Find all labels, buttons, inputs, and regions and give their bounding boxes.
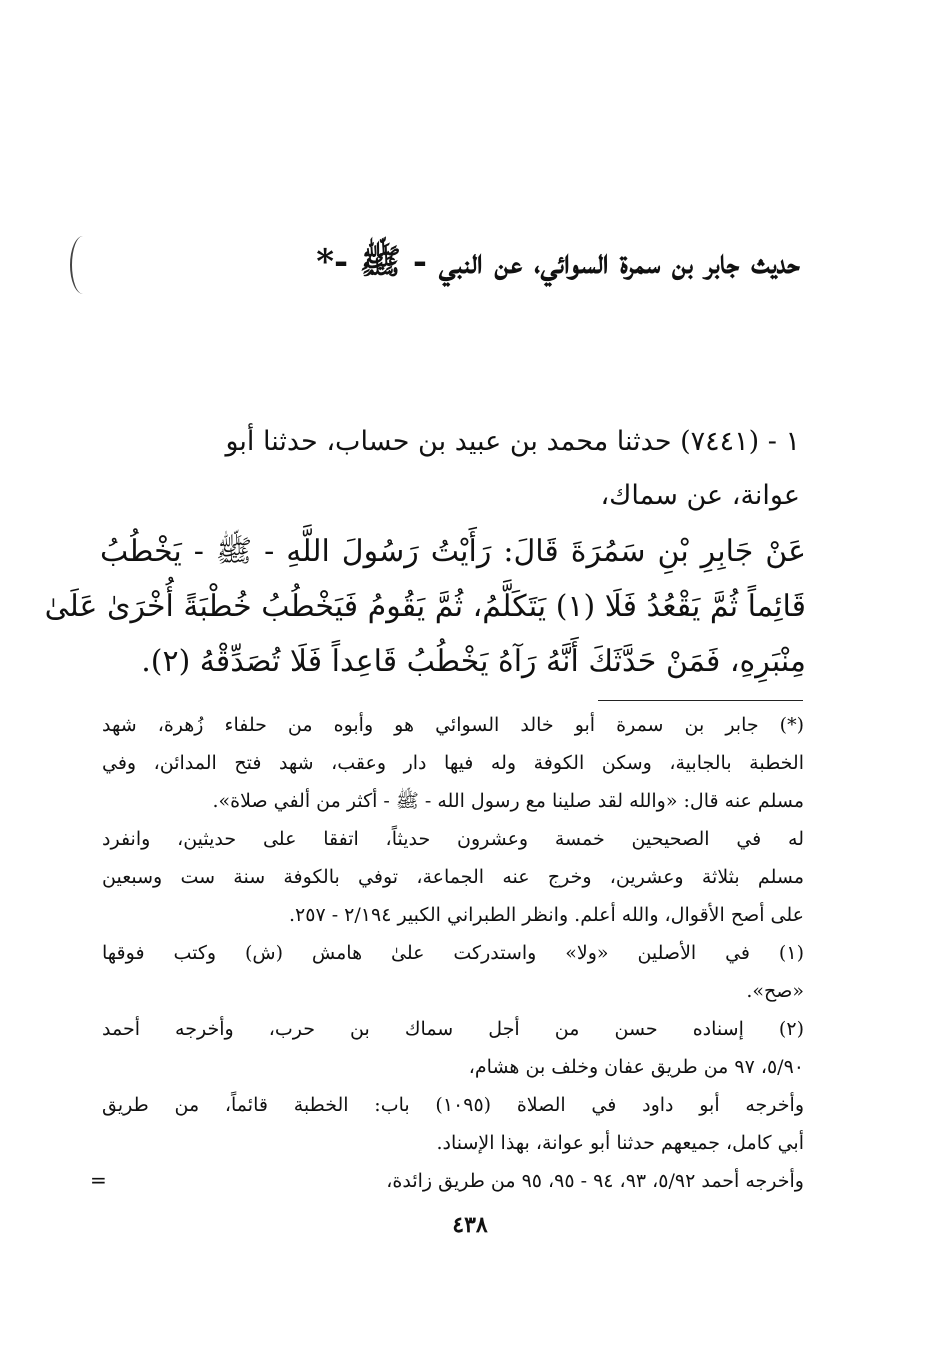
intro-line-2: عوانة، عن سماك، [600,480,800,511]
footnote-line: (١) في الأصلين «ولا» واستدركت علىٰ هامش (ش) وكتب فوقها [102,942,804,964]
footnote-separator [598,700,803,701]
continuation-mark: = [90,1168,107,1192]
margin-bracket [70,236,96,294]
hadith-line-3: مِنْبَرِهِ، فَمَنْ حَدَّثَكَ أَنَّهُ رَآهُ يَخْطُبُ قَاعِداً فَلَا تُصَدِّقْهُ (٢). [141,644,806,679]
page-number: ٤٣٨ [452,1212,488,1238]
footnote-line: له في الصحيحين خمسة وعشرون حديثاً، اتفقا على حديثين، وانفرد [102,828,804,850]
footnote-line: أبي كامل، جميعهم حدثنا أبو عوانة، بهذا الإسناد. [436,1132,804,1154]
page-title: حديث جابر بن سمرة السوائي، عن النبي - ﷺ -* [316,242,800,282]
hadith-line-1: عَنْ جَابِرِ بْنِ سَمُرَةَ قَالَ: رَأَيْتُ رَسُولَ اللَّهِ - ﷺ - يَخْطُبُ [100,534,806,569]
footnote-line: «صح». [746,980,804,1002]
hadith-line-2: قَائِماً ثُمَّ يَقْعُدُ فَلَا (١) يَتَكَلَّمُ، ثُمَّ يَقُومُ فَيَخْطُبُ خُطْبَةً أُخْرَىٰ عَلَىٰ [44,589,806,624]
footnote-line: الخطبة بالجابية، وسكن الكوفة وله فيها دار وعقب، شهد فتح المدائن، وفي [102,752,804,774]
footnote-line: ٥/٩٠، ٩٧ من طريق عفان وخلف بن هشام، [468,1056,804,1078]
footnote-line: وأخرجه أحمد ٥/٩٢، ٩٣، ٩٤ - ٩٥، ٩٥ من طريق زائدة، [386,1170,804,1192]
footnote-line: (٢) إسناده حسن من أجل سماك بن حرب، وأخرجه أحمد [102,1018,804,1040]
footnote-line: مسلم عنه قال: «والله لقد صلينا مع رسول الله - ﷺ - أكثر من ألفي صلاة». [212,790,804,812]
intro-line-1: ١ - (٧٤٤١) حدثنا محمد بن عبيد بن حساب، حدثنا أبو [225,426,800,457]
footnote-line: وأخرجه أبو داود في الصلاة (١٠٩٥) باب: الخطبة قائماً، من طريق [102,1094,804,1116]
footnote-line: (*) جابر بن سمرة أبو خالد السوائي هو وأبوه من حلفاء زُهرة، شهد [102,714,804,736]
footnote-line: مسلم بثلاثة وعشرين، وخرج عنه الجماعة، توفي بالكوفة سنة ست وسبعين [102,866,804,888]
footnote-line: على أصح الأقوال، والله أعلم. وانظر الطبراني الكبير ٢/١٩٤ - ٢٥٧. [289,904,804,926]
